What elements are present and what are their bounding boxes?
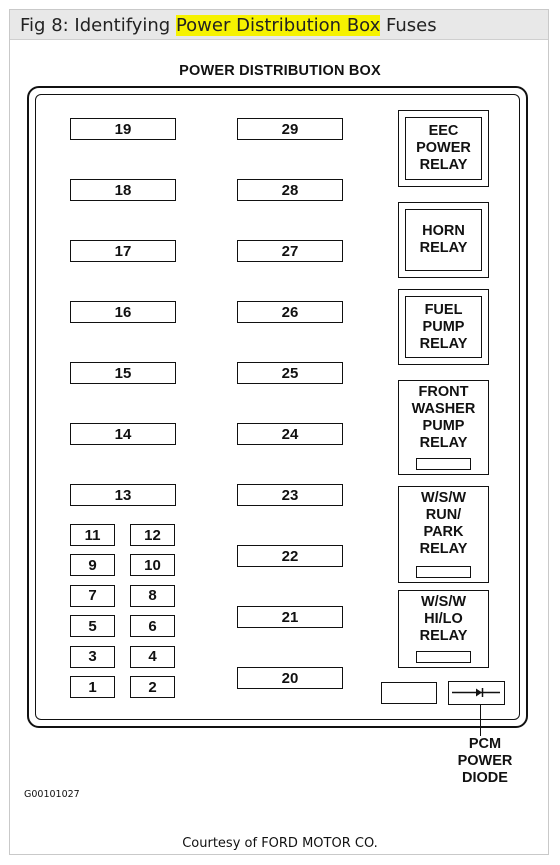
fuse-29: 29 <box>237 118 343 140</box>
diode-label-line: DIODE <box>462 770 508 786</box>
diode-label <box>455 736 515 787</box>
fuse-15: 15 <box>70 362 176 384</box>
relay-label-line: W/S/W <box>420 594 467 610</box>
fuse-5: 5 <box>70 615 115 637</box>
fuse-10: 10 <box>130 554 175 576</box>
relay-box <box>398 289 489 365</box>
relay-box <box>398 202 489 278</box>
fuse-3: 3 <box>70 646 115 668</box>
relay-slot <box>416 566 471 578</box>
pcm-power-diode <box>448 681 505 705</box>
relay-box <box>398 590 489 668</box>
fuse-16: 16 <box>70 301 176 323</box>
relay-label-line: RUN/ <box>425 507 462 523</box>
relay-label-line: FUEL <box>424 301 463 318</box>
relay-slot <box>416 458 471 470</box>
fuse-20: 20 <box>237 667 343 689</box>
fuse-1: 1 <box>70 676 115 698</box>
fuse-13: 13 <box>70 484 176 506</box>
figure-code: G00101027 <box>24 789 80 800</box>
relay-label-line: POWER <box>416 140 471 156</box>
fuse-7: 7 <box>70 585 115 607</box>
fuse-6: 6 <box>130 615 175 637</box>
relay-box <box>398 110 489 187</box>
relay-label-line: WASHER <box>411 401 476 417</box>
fuse-11: 11 <box>70 524 115 546</box>
relay-label-line: PUMP <box>422 318 465 335</box>
relay-label <box>399 490 488 558</box>
credit-text: Courtesy of FORD MOTOR CO. <box>182 836 378 851</box>
relay-label <box>399 223 488 257</box>
diagram-title: POWER DISTRIBUTION BOX <box>179 63 381 79</box>
relay-label-line: PARK <box>423 524 464 540</box>
fuse-24: 24 <box>237 423 343 445</box>
fuse-28: 28 <box>237 179 343 201</box>
relay-label-line: HI/LO <box>424 611 463 627</box>
relay-label-line: FRONT <box>418 384 469 400</box>
relay-label-line: EEC <box>428 123 459 139</box>
relay-label <box>399 123 488 174</box>
diode-label-line: POWER <box>457 753 513 769</box>
spare-slot <box>381 682 437 704</box>
figure-header <box>10 10 548 40</box>
caption-prefix: Fig 8: Identifying <box>20 15 176 36</box>
fuse-14: 14 <box>70 423 176 445</box>
fuse-4: 4 <box>130 646 175 668</box>
relay-label-line: RELAY <box>419 335 468 352</box>
diode-symbol-icon <box>449 682 503 703</box>
fuse-21: 21 <box>237 606 343 628</box>
relay-label-line: W/S/W <box>420 490 467 506</box>
relay-label-line: HORN <box>422 223 465 239</box>
relay-box <box>398 486 489 583</box>
fuse-25: 25 <box>237 362 343 384</box>
fuse-18: 18 <box>70 179 176 201</box>
fuse-23: 23 <box>237 484 343 506</box>
relay-label-line: RELAY <box>419 541 468 557</box>
relay-label <box>399 302 488 353</box>
caption-suffix: Fuses <box>380 15 437 36</box>
relay-label-line: RELAY <box>419 628 468 644</box>
fuse-2: 2 <box>130 676 175 698</box>
fuse-19: 19 <box>70 118 176 140</box>
fuse-12: 12 <box>130 524 175 546</box>
relay-box <box>398 380 489 475</box>
relay-label <box>399 594 488 645</box>
relay-label-line: RELAY <box>419 435 468 451</box>
relay-label <box>399 384 488 452</box>
relay-label-line: RELAY <box>419 240 468 256</box>
fuse-8: 8 <box>130 585 175 607</box>
relay-label-line: RELAY <box>419 157 468 173</box>
fuse-9: 9 <box>70 554 115 576</box>
relay-slot <box>416 651 471 663</box>
fuse-17: 17 <box>70 240 176 262</box>
fuse-26: 26 <box>237 301 343 323</box>
caption-highlight: Power Distribution Box <box>175 15 381 36</box>
relay-label-line: PUMP <box>422 418 465 434</box>
fuse-27: 27 <box>237 240 343 262</box>
figure-caption <box>20 15 437 36</box>
fuse-22: 22 <box>237 545 343 567</box>
diode-callout-line <box>480 705 481 736</box>
diode-label-line: PCM <box>468 736 502 752</box>
